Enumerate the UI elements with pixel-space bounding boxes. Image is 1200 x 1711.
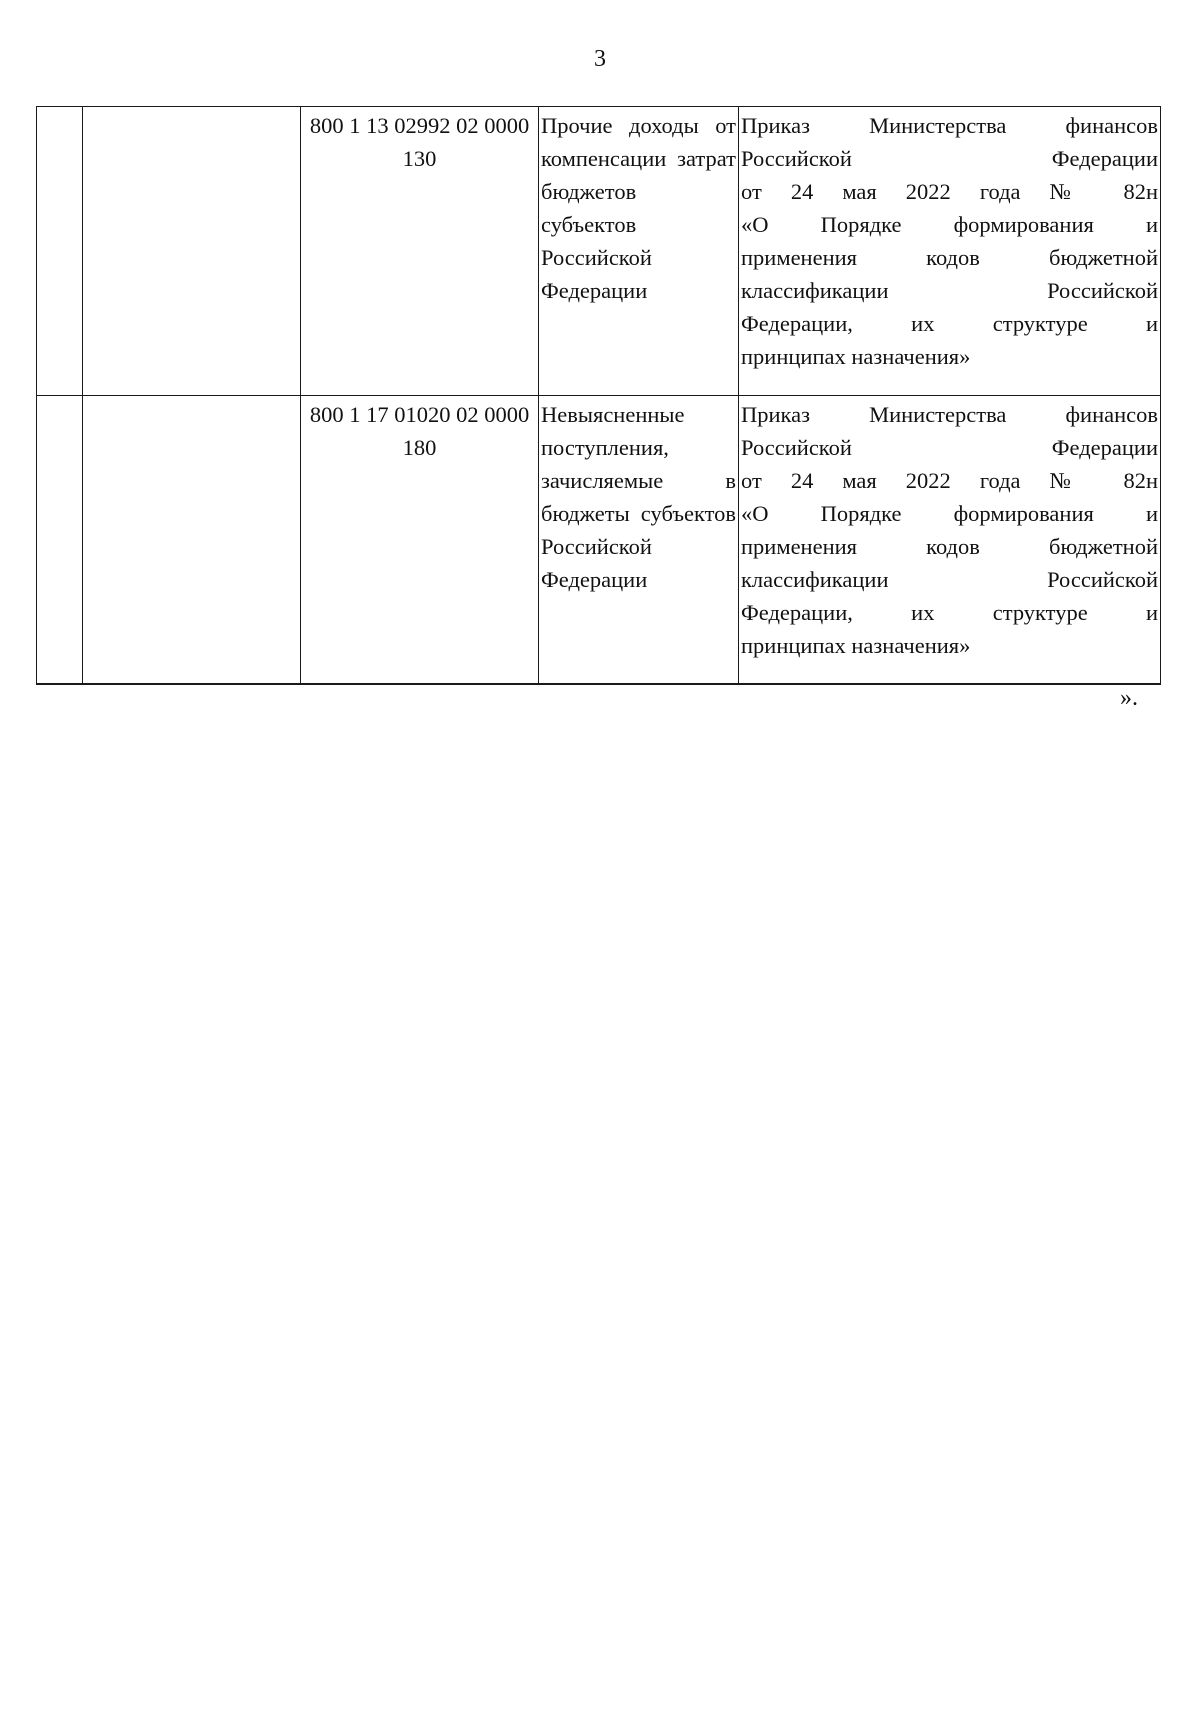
row-empty-cell <box>83 396 301 685</box>
table-row <box>37 107 1161 396</box>
legal-basis-cell <box>739 107 1161 396</box>
income-name-line: субъектов <box>541 212 637 237</box>
legal-basis-line: Приказ Министерства финансов <box>741 113 1158 138</box>
income-name-line: бюджетов <box>541 179 637 204</box>
income-name-line: зачисляемые в <box>541 468 736 493</box>
legal-basis-line: от 24 мая 2022 года № 82н <box>741 468 1158 493</box>
budget-code-cell <box>301 107 539 396</box>
legal-basis-line: применения кодов бюджетной <box>741 534 1158 559</box>
income-name-line: поступления, <box>541 435 669 460</box>
income-name-line: Российской <box>541 534 652 559</box>
legal-basis-line: принципах назначения» <box>741 633 971 658</box>
legal-basis-line: принципах назначения» <box>741 344 971 369</box>
legal-basis-line: «О Порядке формирования и <box>741 501 1158 526</box>
table-row <box>37 396 1161 685</box>
legal-basis-line: Федерации, их структуре и <box>741 311 1158 336</box>
income-name-line: Невыясненные <box>541 402 685 427</box>
budget-code-line: 130 <box>402 146 437 171</box>
legal-basis-line: применения кодов бюджетной <box>741 245 1158 270</box>
row-empty-cell <box>83 107 301 396</box>
income-name-line: Федерации <box>541 278 648 303</box>
income-name-line: Прочие доходы от <box>541 113 736 138</box>
legal-basis-line: Федерации, их структуре и <box>741 600 1158 625</box>
budget-code-line: 800 1 13 02992 02 0000 <box>309 113 530 138</box>
budget-codes-table <box>36 106 1161 685</box>
legal-basis-cell <box>739 396 1161 685</box>
legal-basis-line: Российской Федерации <box>741 146 1158 171</box>
income-name-cell <box>539 107 739 396</box>
legal-basis-line: Российской Федерации <box>741 435 1158 460</box>
budget-code-cell <box>301 396 539 685</box>
row-index-cell <box>37 396 83 685</box>
closing-quote-mark: ». <box>1120 685 1138 711</box>
page-number: 3 <box>594 46 606 72</box>
income-name-line: компенсации затрат <box>541 146 736 171</box>
income-name-line: Федерации <box>541 567 648 592</box>
row-index-cell <box>37 107 83 396</box>
legal-basis-line: классификации Российской <box>741 278 1158 303</box>
legal-basis-line: Приказ Министерства финансов <box>741 402 1158 427</box>
income-name-line: бюджеты субъектов <box>541 501 736 526</box>
legal-basis-line: от 24 мая 2022 года № 82н <box>741 179 1158 204</box>
budget-code-line: 800 1 17 01020 02 0000 <box>309 402 530 427</box>
legal-basis-line: «О Порядке формирования и <box>741 212 1158 237</box>
budget-code-line: 180 <box>402 435 437 460</box>
legal-basis-line: классификации Российской <box>741 567 1158 592</box>
income-name-cell <box>539 396 739 685</box>
income-name-line: Российской <box>541 245 652 270</box>
